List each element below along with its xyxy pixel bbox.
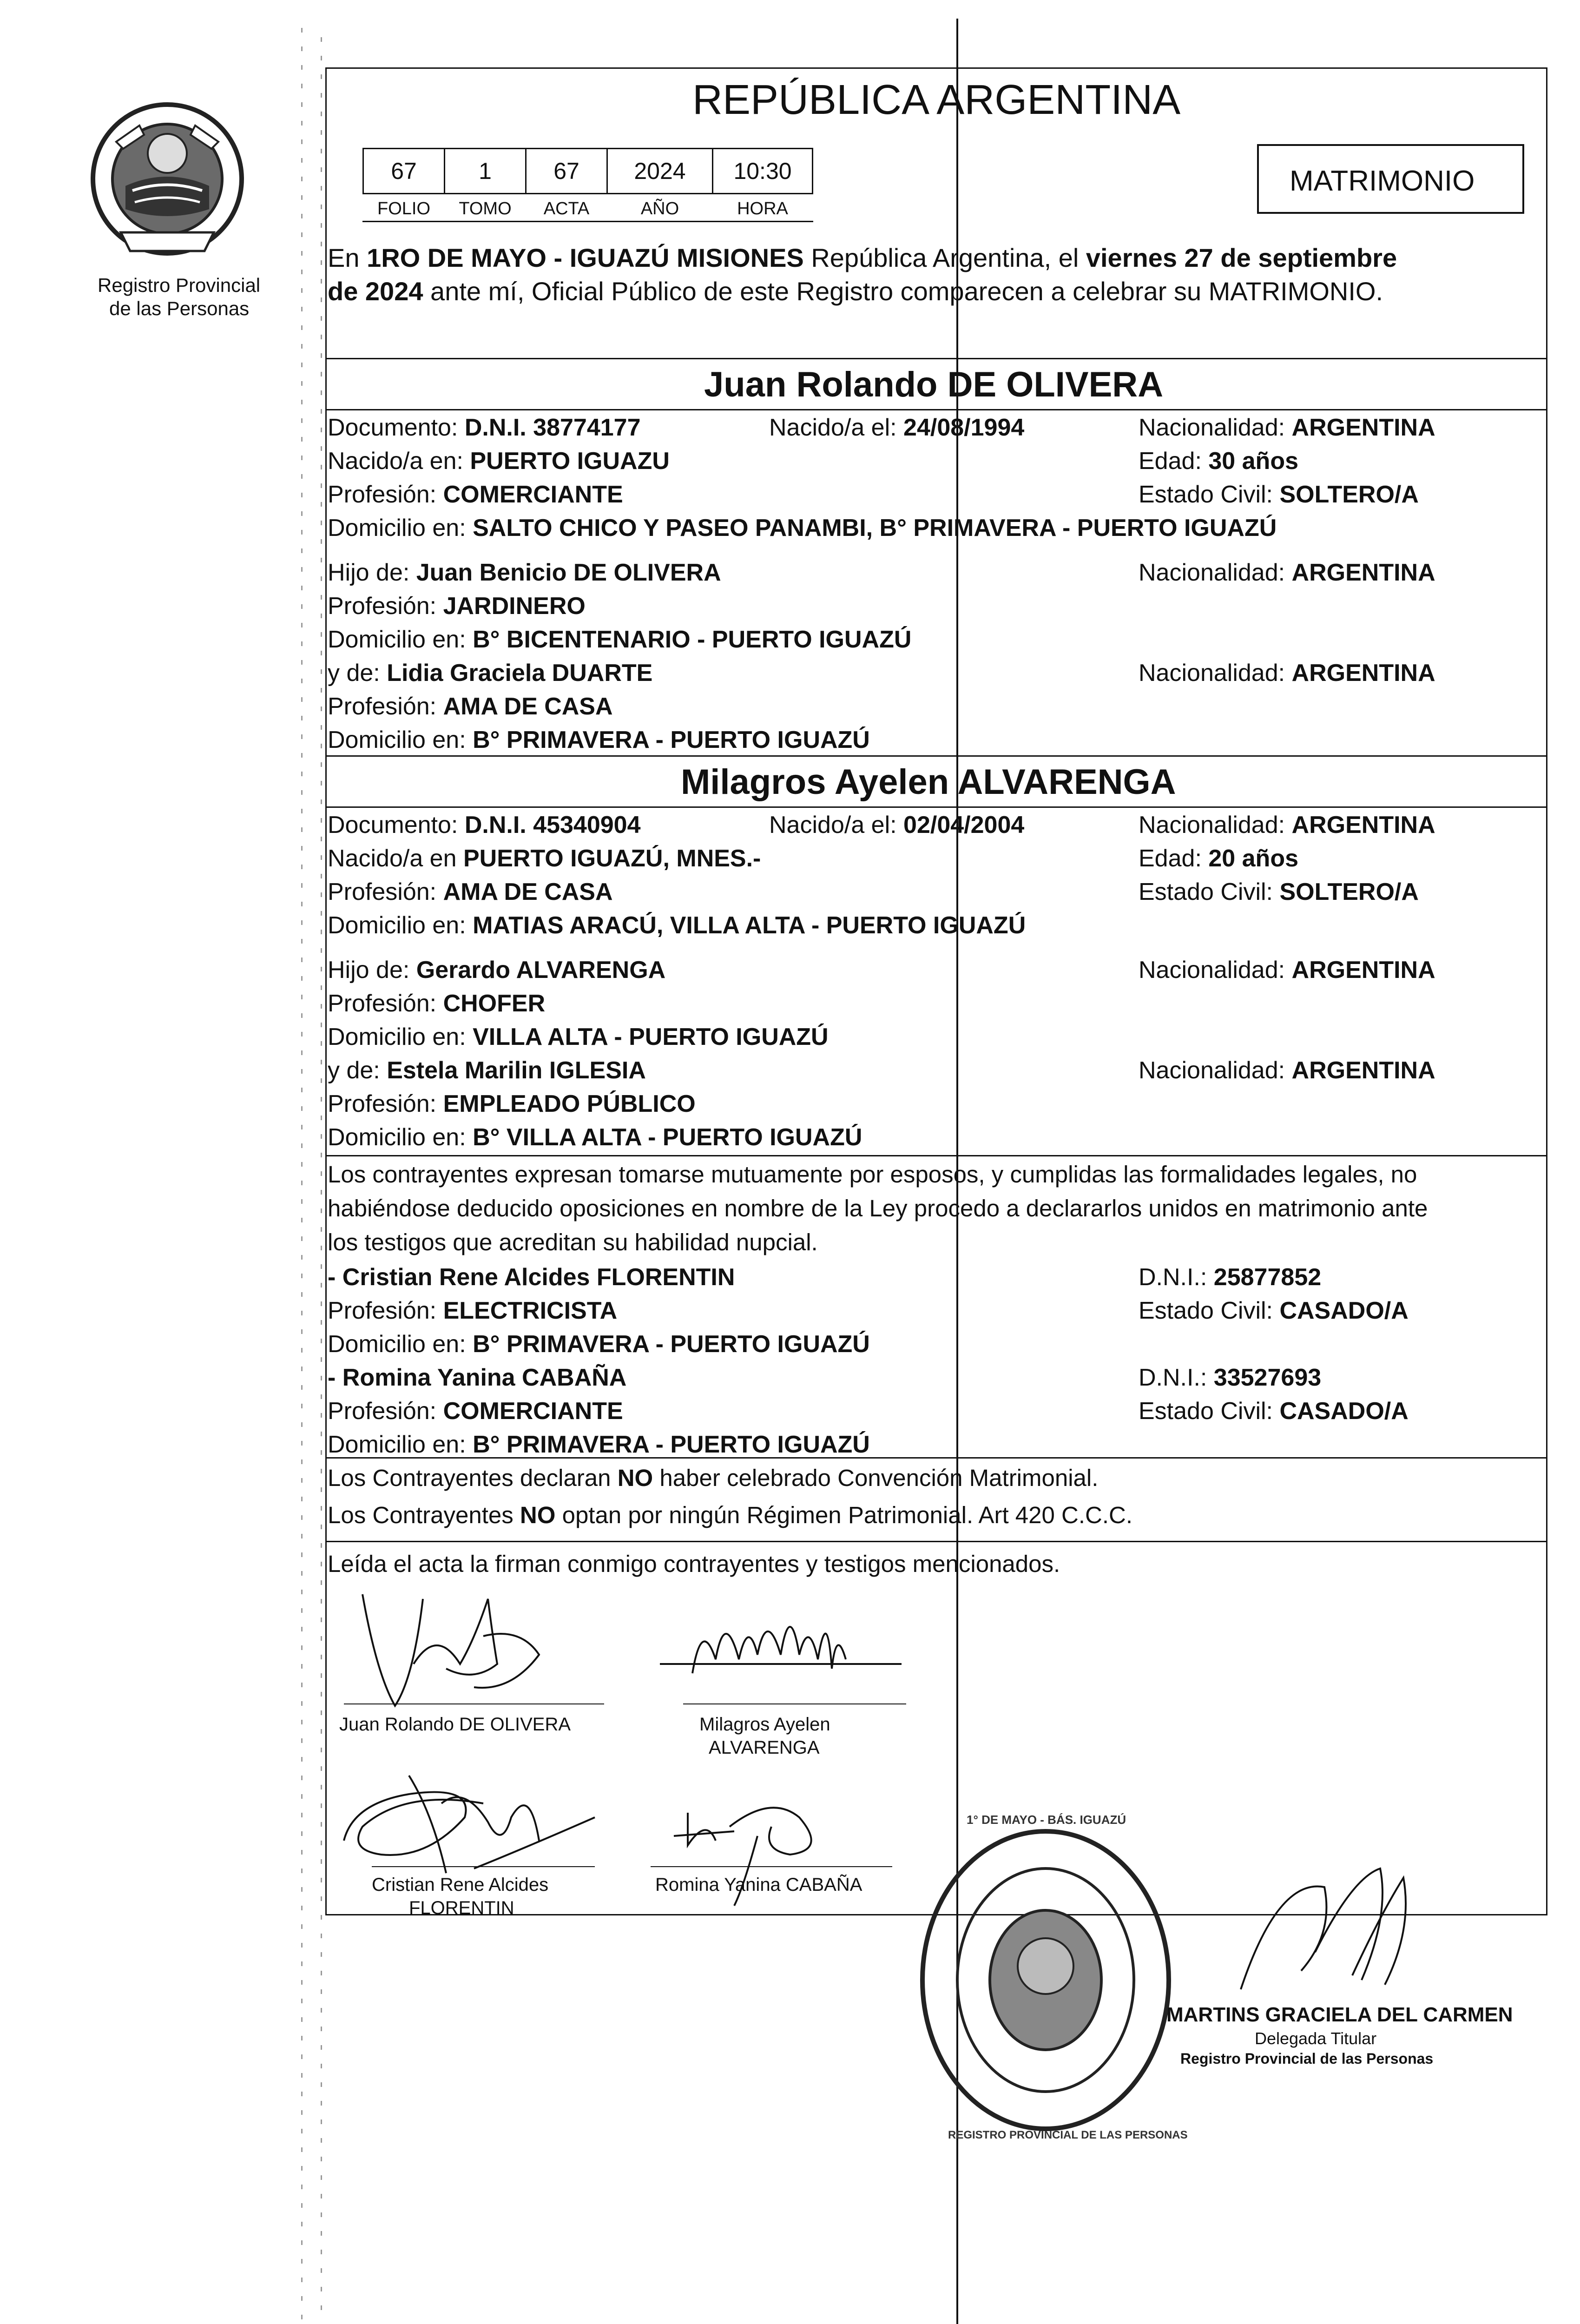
margin-guide [321,37,322,2324]
record-value: 10:30 [712,148,813,194]
bride-age: Edad: 20 años [1139,845,1298,872]
frame-top [325,67,1547,69]
groom-mother-profession: Profesión: AMA DE CASA [328,693,613,720]
official-signature-icon [1185,1859,1510,1999]
intro-line-1: En 1RO DE MAYO - IGUAZÚ MISIONES República Argentina, el viernes 27 de septiembre [328,243,1397,272]
stamp-inner-text: 1° DE MAYO - BÁS. IGUAZÚ [967,1813,1126,1827]
witness-1-civil-status: Estado Civil: CASADO/A [1139,1297,1409,1324]
bride-father: Hijo de: Gerardo ALVARENGA [328,957,666,984]
witness-2-civil-status: Estado Civil: CASADO/A [1139,1398,1409,1425]
official-role: Delegada Titular [1255,2029,1377,2048]
official-organization: Registro Provincial de las Personas [1180,2050,1434,2067]
witness-1-signature-label-1: Cristian Rene Alcides [372,1875,549,1895]
groom-birthdate: Nacido/a el: 24/08/1994 [769,414,1025,441]
bride-mother: y de: Estela Marilin IGLESIA [328,1057,646,1084]
official-stamp-icon [915,1827,1176,2143]
witness-1-signature-icon [335,1748,623,1887]
record-value: 1 [444,148,527,194]
frame-right [1546,67,1547,1915]
groom-father: Hijo de: Juan Benicio DE OLIVERA [328,559,721,586]
bride-profession: Profesión: AMA DE CASA [328,878,613,905]
record-label: HORA [737,199,788,218]
declaration-line-2: habiéndose deducido oposiciones en nombre de la Ley procedo a declararlos unidos en matrimonio ante [328,1195,1428,1221]
groom-father-address: Domicilio en: B° BICENTENARIO - PUERTO IGUAZÚ [328,626,912,653]
divider [325,806,1547,808]
ceremony-year: de 2024 [328,277,423,306]
record-label: FOLIO [377,199,431,218]
groom-father-nationality: Nacionalidad: ARGENTINA [1139,559,1435,586]
intro-line-2: de 2024 ante mí, Oficial Público de este Registro comparecen a celebrar su MATRIMONIO. [328,277,1383,306]
groom-signature-label: Juan Rolando DE OLIVERA [339,1714,571,1735]
regime-line-1: Los Contrayentes declaran NO haber celebrado Convención Matrimonial. [328,1465,1099,1491]
bride-mother-nationality: Nacionalidad: ARGENTINA [1139,1057,1435,1084]
groom-address: Domicilio en: SALTO CHICO Y PASEO PANAMBI, B° PRIMAVERA - PUERTO IGUAZÚ [328,515,1277,541]
groom-birthplace: Nacido/a en: PUERTO IGUAZU [328,448,670,475]
record-value: 67 [362,148,445,194]
bride-nationality: Nacionalidad: ARGENTINA [1139,812,1435,838]
witness-2-address: Domicilio en: B° PRIMAVERA - PUERTO IGUAZÚ [328,1431,870,1458]
label-underline [362,221,813,222]
witness-1-signature-label-2: FLORENTIN [409,1898,514,1918]
witness-1-profession: Profesión: ELECTRICISTA [328,1297,618,1324]
ceremony-date: viernes 27 de septiembre [1086,243,1397,272]
bride-document: Documento: D.N.I. 45340904 [328,812,641,838]
logo-caption-2: de las Personas [109,297,250,319]
bride-name: Milagros Ayelen ALVARENGA [681,762,1176,802]
groom-mother-address: Domicilio en: B° PRIMAVERA - PUERTO IGUAZÚ [328,726,870,753]
declaration-line-3: los testigos que acreditan su habilidad nupcial. [328,1229,818,1255]
bride-civil-status: Estado Civil: SOLTERO/A [1139,878,1419,905]
page-title: REPÚBLICA ARGENTINA [692,77,1181,123]
divider [325,755,1547,757]
witness-2-signature-label: Romina Yanina CABAÑA [655,1875,862,1895]
groom-mother: y de: Lidia Graciela DUARTE [328,660,653,687]
groom-nationality: Nacionalidad: ARGENTINA [1139,414,1435,441]
bride-birthdate: Nacido/a el: 02/04/2004 [769,812,1025,838]
bride-signature-icon [651,1590,911,1720]
divider [325,358,1547,359]
bride-mother-address: Domicilio en: B° VILLA ALTA - PUERTO IGUAZÚ [328,1124,862,1151]
divider [325,409,1547,410]
witness-2-profession: Profesión: COMERCIANTE [328,1398,623,1425]
groom-profession: Profesión: COMERCIANTE [328,481,623,508]
bride-mother-profession: Profesión: EMPLEADO PÚBLICO [328,1090,696,1117]
witness-1-name: - Cristian Rene Alcides FLORENTIN [328,1264,735,1291]
regime-line-2: Los Contrayentes NO optan por ningún Régimen Patrimonial. Art 420 C.C.C. [328,1502,1133,1528]
record-type: MATRIMONIO [1290,165,1475,197]
stamp-ring-text: REGISTRO PROVINCIAL DE LAS PERSONAS [948,2129,1188,2141]
witness-2-name: - Romina Yanina CABAÑA [328,1364,627,1391]
bride-signature-label-2: ALVARENGA [709,1737,820,1758]
logo-caption-1: Registro Provincial [98,274,261,296]
record-value: 2024 [606,148,713,194]
record-label: ACTA [543,199,590,218]
bride-father-nationality: Nacionalidad: ARGENTINA [1139,957,1435,984]
witness-2-dni: D.N.I.: 33527693 [1139,1364,1322,1391]
ceremony-place: 1RO DE MAYO - IGUAZÚ MISIONES [367,243,804,272]
margin-guide [301,28,303,2324]
bride-birthplace: Nacido/a en PUERTO IGUAZÚ, MNES.- [328,845,761,872]
witness-1-dni: D.N.I.: 25877852 [1139,1264,1322,1291]
groom-age: Edad: 30 años [1139,448,1298,475]
record-label: TOMO [459,199,512,218]
groom-father-profession: Profesión: JARDINERO [328,593,586,620]
bride-address: Domicilio en: MATIAS ARACÚ, VILLA ALTA - PUERTO IGUAZÚ [328,912,1026,939]
registry-logo [88,98,246,265]
divider [325,1541,1547,1542]
groom-civil-status: Estado Civil: SOLTERO/A [1139,481,1419,508]
groom-document: Documento: D.N.I. 38774177 [328,414,641,441]
record-label: AÑO [640,199,679,218]
frame-left [325,67,327,1915]
groom-name: Juan Rolando DE OLIVERA [704,365,1164,404]
groom-signature-icon [344,1571,604,1720]
record-value: 67 [525,148,608,194]
bride-father-profession: Profesión: CHOFER [328,990,546,1017]
provincial-seal-icon [88,98,246,265]
bride-father-address: Domicilio en: VILLA ALTA - PUERTO IGUAZÚ [328,1023,829,1050]
closing-statement: Leída el acta la firman conmigo contrayentes y testigos mencionados. [328,1551,1060,1577]
divider [325,1155,1547,1156]
groom-mother-nationality: Nacionalidad: ARGENTINA [1139,660,1435,687]
official-name: MARTINS GRACIELA DEL CARMEN [1166,2003,1513,2026]
witness-1-address: Domicilio en: B° PRIMAVERA - PUERTO IGUAZÚ [328,1331,870,1358]
bride-signature-label-1: Milagros Ayelen [699,1714,830,1735]
declaration-line-1: Los contrayentes expresan tomarse mutuamente por esposos, y cumplidas las formalidades legales, no [328,1161,1417,1188]
